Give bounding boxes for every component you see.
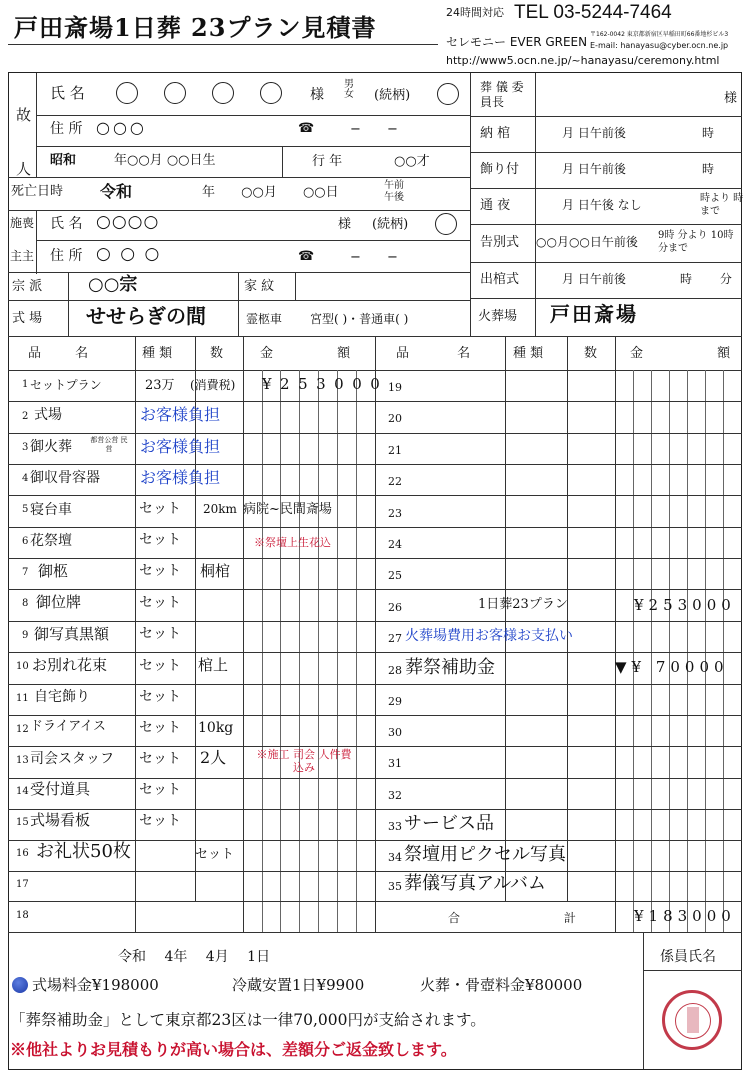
chief-relation-circle[interactable] bbox=[435, 213, 457, 235]
item-name: 葬儀写真アルバム bbox=[404, 873, 547, 894]
name-char-box[interactable] bbox=[116, 82, 138, 104]
header-amount-left: 金 額 bbox=[260, 346, 351, 361]
item-name: 式場看板 bbox=[30, 811, 91, 829]
tel-number: TEL 03-5244-7464 bbox=[514, 2, 672, 23]
item-amount[interactable]: ¥253000 bbox=[262, 375, 389, 393]
item-no: 6 bbox=[22, 536, 29, 547]
item-type[interactable]: セット bbox=[139, 501, 181, 517]
item-note: 病院~民間斎場 bbox=[243, 502, 332, 517]
crematorium-label: 火葬場 bbox=[478, 309, 518, 324]
deceased-address-label: 住 所 bbox=[50, 121, 83, 137]
schedule-time-decor[interactable]: 時 bbox=[702, 162, 715, 176]
item-no: 5 bbox=[22, 504, 29, 515]
company-address: 〒162-0042 東京都新宿区早稲田町66番地杉ビル3 bbox=[590, 31, 729, 38]
death-era: 令和 bbox=[100, 182, 133, 201]
total-amount: ¥183000 bbox=[634, 907, 736, 925]
item-type[interactable]: セット bbox=[139, 813, 181, 829]
document-title: 戸田斎場1日葬 23プラン見積書 bbox=[14, 13, 377, 42]
death-ampm[interactable]: 午前 午後 bbox=[384, 180, 404, 203]
schedule-label-wake: 通 夜 bbox=[480, 198, 511, 213]
item-name: 自宅飾り bbox=[34, 689, 90, 705]
header-qty-left: 数 bbox=[210, 346, 224, 361]
item-sub: 都営公営 民営 bbox=[90, 436, 128, 453]
crest-label: 家 紋 bbox=[244, 279, 275, 294]
name-char-box[interactable] bbox=[164, 82, 186, 104]
item-qty[interactable]: 10kg bbox=[198, 720, 234, 736]
chief-relation-label: (続柄) bbox=[372, 217, 409, 232]
item-no: 3 bbox=[22, 442, 29, 453]
item-no: 18 bbox=[16, 910, 29, 921]
chief-honorific: 様 bbox=[338, 217, 352, 232]
item-no: 4 bbox=[22, 473, 29, 484]
item-no: 27 bbox=[388, 632, 402, 645]
item-type[interactable]: セット bbox=[139, 563, 181, 579]
name-char-box[interactable] bbox=[212, 82, 234, 104]
item-type[interactable]: お客様負担 bbox=[140, 437, 221, 456]
item-no: 24 bbox=[388, 538, 402, 551]
item-no: 14 bbox=[16, 786, 29, 797]
company-url: http://www5.ocn.ne.jp/~hanayasu/ceremony.html bbox=[446, 54, 720, 67]
schedule-date-departure[interactable]: 月 日午前後 bbox=[562, 272, 626, 286]
deceased-gender[interactable]: 男女 bbox=[344, 79, 354, 100]
item-no: 28 bbox=[388, 664, 402, 677]
item-type[interactable]: セット bbox=[139, 626, 181, 642]
chief-address-label: 住 所 bbox=[50, 248, 83, 264]
deceased-side-label: 故 人 bbox=[16, 106, 32, 178]
chief-name-label: 氏 名 bbox=[50, 216, 83, 232]
item-no: 15 bbox=[16, 817, 29, 828]
item-note: ※施工 司会 人件費込み bbox=[256, 748, 352, 774]
death-label: 死亡日時 bbox=[11, 184, 64, 199]
item-type[interactable]: セット bbox=[139, 532, 181, 548]
item-no: 12 bbox=[16, 724, 29, 735]
deceased-age-value[interactable]: ○○才 bbox=[394, 154, 430, 169]
item-name: 祭壇用ピクセル写真 bbox=[404, 844, 566, 865]
item-name: 寝台車 bbox=[30, 502, 72, 518]
item-name: 御写真黒額 bbox=[34, 625, 110, 643]
item-no: 26 bbox=[388, 601, 402, 614]
company-name: セレモニー EVER GREEN bbox=[446, 35, 588, 49]
item-no: 7 bbox=[22, 567, 29, 578]
item-type[interactable]: お客様負担 bbox=[140, 468, 221, 487]
item-qty[interactable]: 20km bbox=[203, 502, 237, 516]
total-label: 合 計 bbox=[448, 911, 576, 925]
item-name: 花祭壇 bbox=[30, 533, 72, 549]
chief-tel-value[interactable]: − − bbox=[350, 250, 398, 265]
item-type[interactable]: セット bbox=[139, 689, 181, 705]
staff-seal-stamp bbox=[662, 990, 722, 1050]
header-item-left: 品 名 bbox=[28, 346, 89, 361]
item-name: お別れ花束 bbox=[32, 656, 108, 674]
schedule-label-farewell: 告別式 bbox=[480, 235, 520, 250]
fee-cremation: 火葬・骨壺料金¥80000 bbox=[420, 976, 583, 994]
item-no: 13 bbox=[16, 755, 29, 766]
schedule-label-decor: 飾り付 bbox=[480, 162, 520, 177]
item-no: 34 bbox=[388, 851, 402, 864]
deceased-born-label: 昭和 bbox=[50, 153, 77, 168]
item-note: ※祭壇上生花込 bbox=[254, 536, 331, 549]
chair-honorific: 様 bbox=[724, 91, 738, 106]
item-name: 1日葬23プラン bbox=[478, 597, 568, 612]
phone-icon: ☎ bbox=[298, 249, 315, 264]
item-type[interactable]: セット bbox=[139, 595, 181, 611]
item-name: 御柩 bbox=[38, 562, 69, 580]
fee-morgue: 冷蔵安置1日¥9900 bbox=[232, 976, 365, 994]
hearse-label: 霊柩車 bbox=[246, 312, 283, 326]
company-email: E-mail: hanayasu@cyber.ocn.ne.jp bbox=[590, 41, 729, 50]
item-no: 35 bbox=[388, 880, 402, 893]
item-no: 8 bbox=[22, 598, 29, 609]
item-name: ドライアイス bbox=[30, 719, 106, 734]
item-name: 受付道具 bbox=[30, 780, 91, 798]
item-no: 19 bbox=[388, 381, 402, 394]
deceased-honorific: 様 bbox=[310, 87, 324, 103]
item-no: 30 bbox=[388, 726, 402, 739]
chief-address-value[interactable]: ○ ○ ○ bbox=[96, 244, 162, 264]
item-type[interactable]: セット bbox=[139, 751, 181, 767]
deceased-address-value[interactable]: ○○○ bbox=[96, 118, 147, 137]
item-no: 11 bbox=[16, 693, 29, 704]
schedule-time-farewell[interactable]: 9時 分より 10時 分まで bbox=[658, 230, 734, 254]
item-no: 31 bbox=[388, 757, 402, 770]
staff-label: 係員氏名 bbox=[660, 949, 716, 965]
item-name: 御位牌 bbox=[36, 593, 82, 611]
schedule-date-farewell[interactable]: ○○月○○日午前後 bbox=[536, 235, 638, 249]
item-name: サービス品 bbox=[404, 813, 494, 834]
schedule-time-encoffin[interactable]: 時 bbox=[702, 126, 715, 140]
item-name: 司会スタッフ bbox=[30, 751, 114, 767]
item-no: 22 bbox=[388, 475, 402, 488]
item-no: 29 bbox=[388, 695, 402, 708]
item-no: 17 bbox=[16, 879, 29, 890]
deceased-name-label: 氏 名 bbox=[50, 84, 85, 102]
header-amount-right: 金 額 bbox=[630, 346, 731, 361]
header-item-right: 品 名 bbox=[396, 346, 471, 361]
title-underline bbox=[8, 44, 438, 45]
item-type[interactable]: セット bbox=[195, 847, 235, 862]
refund-note: ※他社よりお見積もりが高い場合は、差額分ご返金致します。 bbox=[10, 1040, 457, 1059]
item-type[interactable]: お客様負担 bbox=[140, 405, 221, 424]
chair-label: 葬 儀 委員長 bbox=[480, 80, 524, 109]
item-name: お礼状50枚 bbox=[36, 841, 131, 862]
bullet-icon bbox=[12, 977, 28, 993]
item-name: 火葬場費用お客様お支払い bbox=[405, 628, 573, 644]
hours-label: 24時間対応 bbox=[446, 6, 504, 19]
deceased-relation-circle[interactable] bbox=[437, 83, 459, 105]
chief-side-label: 施喪 bbox=[10, 216, 35, 230]
item-name: 御火葬 bbox=[30, 439, 72, 455]
item-no: 9 bbox=[22, 630, 29, 641]
item-name: 御収骨容器 bbox=[30, 470, 100, 486]
header-type-left: 種 類 bbox=[142, 346, 173, 361]
deceased-born-value[interactable]: 年○○月 ○○日生 bbox=[114, 153, 216, 168]
venue-value[interactable]: せせらぎの間 bbox=[86, 304, 206, 328]
crematorium-value[interactable]: 戸田斎場 bbox=[550, 302, 638, 326]
deceased-name-circles bbox=[116, 82, 282, 104]
item-no: 32 bbox=[388, 789, 402, 802]
schedule-date-encoffin[interactable]: 月 日午前後 bbox=[562, 126, 626, 140]
chief-side-label-2: 主主 bbox=[10, 249, 35, 263]
name-char-box[interactable] bbox=[260, 82, 282, 104]
schedule-date-wake[interactable]: 月 日午後 なし bbox=[562, 198, 642, 212]
item-name: セットプラン bbox=[30, 378, 102, 392]
item-no: 10 bbox=[16, 661, 29, 672]
item-type[interactable]: セット bbox=[139, 658, 181, 674]
deceased-relation-label: (続柄) bbox=[374, 88, 411, 103]
religion-value[interactable]: ○○宗 bbox=[88, 274, 138, 295]
schedule-time-departure[interactable]: 時 分 bbox=[680, 272, 732, 286]
item-amount[interactable]: ▼¥ 70000 bbox=[615, 658, 729, 676]
deceased-tel-value[interactable]: − − bbox=[350, 122, 398, 137]
schedule-time-wake[interactable]: 時より 時まで bbox=[700, 193, 744, 217]
subsidy-note: 「葬祭補助金」として東京都23区は一律70,000円が支給されます。 bbox=[10, 1011, 486, 1029]
item-qty[interactable]: 桐棺 bbox=[200, 562, 231, 580]
item-type[interactable]: セット bbox=[139, 720, 181, 736]
fee-venue: 式場料金¥198000 bbox=[32, 976, 159, 994]
item-qty[interactable]: (消費税) bbox=[190, 378, 236, 392]
item-qty[interactable]: 棺上 bbox=[198, 656, 229, 674]
item-no: 16 bbox=[16, 848, 29, 859]
item-name: 式場 bbox=[34, 407, 62, 423]
hearse-value[interactable]: 宮型( )・普通車( ) bbox=[310, 312, 409, 326]
header-type-right: 種 類 bbox=[513, 346, 544, 361]
item-no: 1 bbox=[22, 379, 29, 390]
schedule-label-encoffin: 納 棺 bbox=[480, 126, 511, 141]
item-type[interactable]: セット bbox=[139, 782, 181, 798]
chief-name-value[interactable]: ○○○○ bbox=[96, 212, 160, 232]
item-no: 20 bbox=[388, 412, 402, 425]
item-no: 33 bbox=[388, 820, 402, 833]
venue-label: 式 場 bbox=[12, 311, 43, 326]
header-qty-right: 数 bbox=[584, 346, 598, 361]
item-type[interactable]: 23万 bbox=[145, 378, 175, 393]
item-qty[interactable]: 2人 bbox=[200, 748, 227, 767]
deceased-age-label: 行 年 bbox=[312, 154, 343, 169]
phone-icon: ☎ bbox=[298, 121, 315, 136]
religion-label: 宗 派 bbox=[12, 279, 43, 294]
item-name: 葬祭補助金 bbox=[405, 657, 495, 678]
schedule-label-departure: 出棺式 bbox=[480, 272, 520, 287]
item-no: 2 bbox=[22, 411, 29, 422]
death-date-value[interactable]: 年 ○○月 ○○日 bbox=[202, 185, 339, 200]
item-no: 21 bbox=[388, 444, 402, 457]
item-no: 25 bbox=[388, 569, 402, 582]
schedule-date-decor[interactable]: 月 日午前後 bbox=[562, 162, 626, 176]
item-no: 23 bbox=[388, 507, 402, 520]
estimate-date: 令和 4年 4月 1日 bbox=[118, 949, 271, 965]
item-amount[interactable]: ¥253000 bbox=[634, 596, 736, 614]
